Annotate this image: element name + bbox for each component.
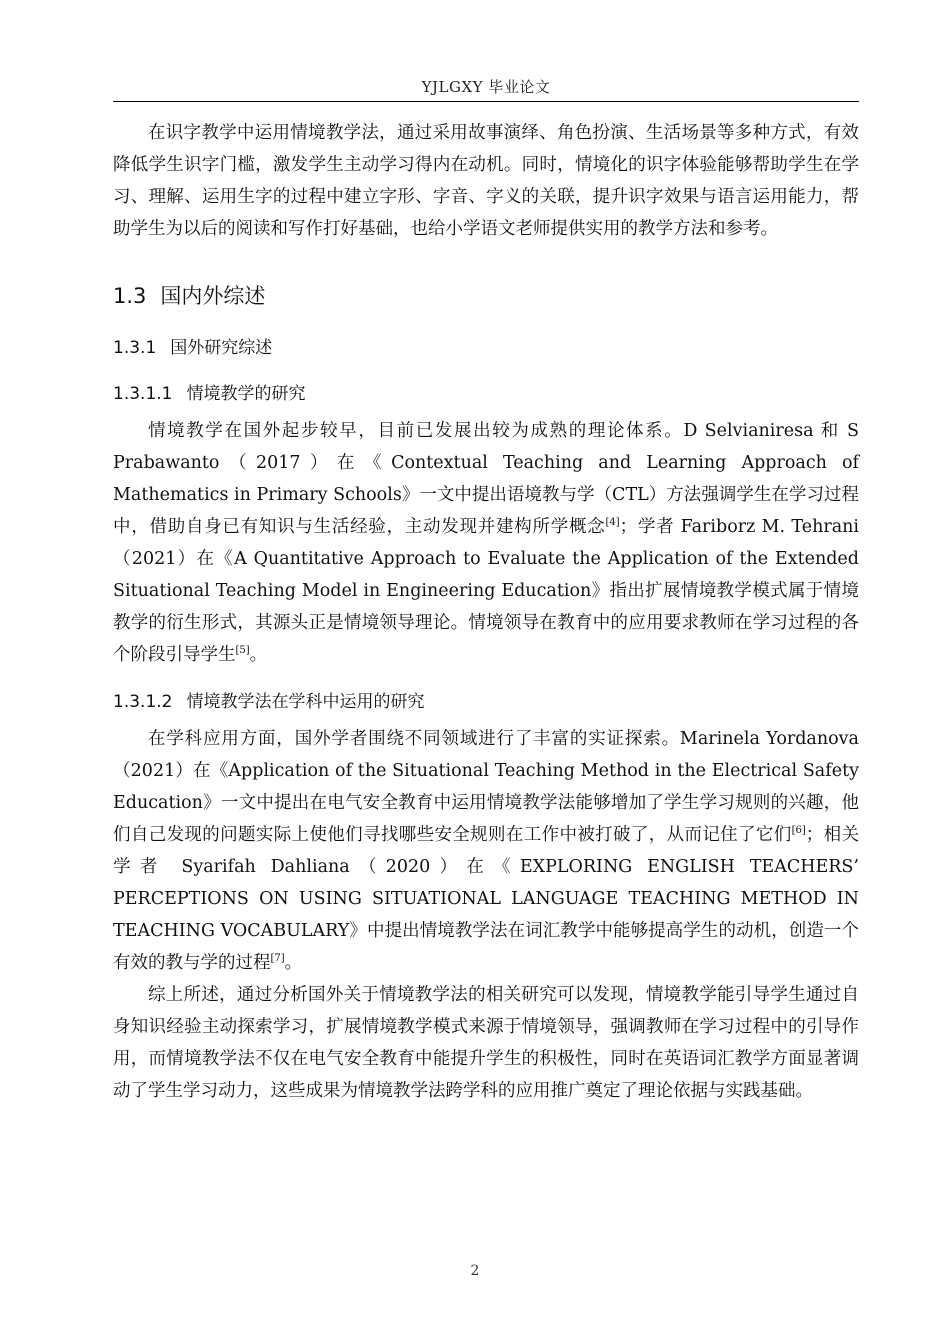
citation-ref[interactable]: [7] [270,953,285,965]
foreign-research-paragraph [113,415,859,671]
paragraph-text: 在学科应用方面，国外学者围绕不同领域进行了丰富的实证探索。Marinela Yordanova（2021）在《Application of the Situational Teaching Method in the Electrical Safety Education》一文中提出在电气安全教育中运用情境教学法能够增加了学生学习规则的兴趣，他们自己发现的问题实际上使他们寻找哪些安全规则在工作中被打破了，从而记住了它们 [113,729,859,845]
section-number: 1.3.1.1 [113,384,173,404]
section-title: 情境教学的研究 [186,384,306,404]
subject-application-paragraph [113,723,859,979]
section-heading-1-3-1-1 [113,379,859,409]
summary-paragraph: 综上所述，通过分析国外关于情境教学法的相关研究可以发现，情境教学能引导学生通过自身知识经验主动探索学习，扩展情境教学模式来源于情境领导，强调教师在学习过程中的引导作用，而情境教学法不仅在电气安全教育中能提升学生的积极性，同时在英语词汇教学方面显著调动了学生学习动力，这些成果为情境教学法跨学科的应用推广奠定了理论依据与实践基础。 [113,985,859,1101]
paragraph-text: 。 [284,953,303,973]
paragraph-text: 。 [249,645,268,665]
citation-ref[interactable]: [5] [235,645,250,657]
header-divider [113,101,859,102]
section-number: 1.3.1.2 [113,692,173,712]
page-body [113,117,859,1107]
citation-ref[interactable]: [4] [605,517,620,529]
section-title: 国外研究综述 [170,338,273,358]
paragraph-text: ；相关学者 Syarifah Dahliana（2020）在《EXPLORING ENGLISH TEACHERS’ PERCEPTIONS ON USING SITUATIONAL LANGUAGE TEACHING METHOD IN TEACHING VOCABULARY》中提出情境教学法在词汇教学中能够提高学生的动机，创造一个有效的教与学的过程 [113,825,859,973]
section-number: 1.3 [113,284,147,308]
page-number: 2 [470,1263,480,1279]
section-number: 1.3.1 [113,338,157,358]
citation-ref[interactable]: [6] [791,825,806,837]
intro-paragraph: 在识字教学中运用情境教学法，通过采用故事演绎、角色扮演、生活场景等多种方式，有效降低学生识字门槛，激发学生主动学习得内在动机。同时，情境化的识字体验能够帮助学生在学习、理解、运用生字的过程中建立字形、字音、字义的关联，提升识字效果与语言运用能力，帮助学生为以后的阅读和写作打好基础，也给小学语文老师提供实用的教学方法和参考。 [113,123,859,239]
section-title: 情境教学法在学科中运用的研究 [186,692,425,712]
running-header: YJLGXY 毕业论文 [421,78,551,96]
section-heading-1-3-1 [113,333,859,363]
paragraph-text: 情境教学在国外起步较早，目前已发展出较为成熟的理论体系。D Selvianiresa 和 S Prabawanto（2017）在《Contextual Teaching and Learning Approach of Mathematics in Primary Schools》一文中提出语境教与学（CTL）方法强调学生在学习过程中，借助自身已有知识与生活经验，主动发现并建构所学概念 [113,421,859,537]
section-title: 国内外综述 [160,284,266,308]
paragraph-text: ；学者 Fariborz M. Tehrani（2021）在《A Quantitative Approach to Evaluate the Application of the Extended Situational Teaching Model in Engineering Education》指出扩展情境教学模式属于情境教学的衍生形式，其源头正是情境领导理论。情境领导在教育中的应用要求教师在学习过程的各个阶段引导学生 [113,517,860,665]
section-heading-1-3 [113,279,859,313]
section-heading-1-3-1-2 [113,687,859,717]
